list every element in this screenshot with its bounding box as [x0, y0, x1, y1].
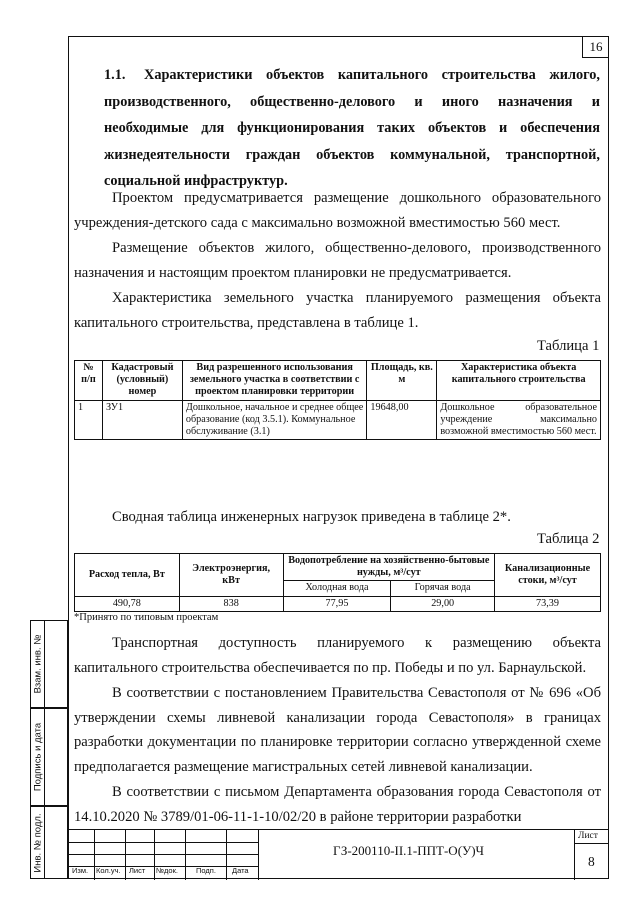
- table2-header-cell: Водопотребление на хозяйственно-бытовые нужды, м³/сут: [283, 554, 494, 581]
- table1-cell: ЗУ1: [102, 400, 182, 440]
- table2-cell: 73,39: [495, 596, 601, 611]
- table2-header-row: [75, 554, 601, 581]
- stamp-col-izm: Изм.: [72, 866, 89, 875]
- table1-caption: Таблица 1: [537, 338, 600, 354]
- side-label-original-inv: Инв. № подл.: [32, 812, 43, 873]
- table2-cell: 77,95: [283, 596, 391, 611]
- footnote: *Принято по типовым проектам: [74, 612, 219, 623]
- sheet-number: 8: [588, 854, 595, 869]
- side-label-replacement-inv: Взам. инв. №: [32, 634, 43, 694]
- paragraph-7: В соответствии с письмом Департамента образования города Севастополя от 14.10.2020 № 3789/01-06-11-1-10/02/20 в районе территории разработки: [74, 784, 601, 825]
- paragraph-6: В соответствии с постановлением Правительства Севастополя от № 696 «Об утверждении схемы ливневой канализации города Севастополя» в границах разработки документации по планировке территории согласно утвержденной схеме предполагается размещение магистральных сетей ливневой канализации.: [74, 685, 601, 775]
- table1-header-row: [75, 361, 601, 401]
- paragraph-3: Характеристика земельного участка планируемого размещения объекта капитального строительства, представлена в таблице 1.: [74, 290, 601, 331]
- table2-cell: 838: [179, 596, 283, 611]
- table-row: [75, 400, 601, 440]
- table2-subheader-cell: Горячая вода: [391, 581, 495, 596]
- side-box-replacement-inv: [30, 620, 68, 708]
- paragraph-5: Транспортная доступность планируемого к размещению объекта капитального строительства обеспечивается по пр. Победы и по ул. Барнаульской.: [74, 635, 601, 676]
- table2-subheader-cell: Холодная вода: [283, 581, 391, 596]
- paragraph-2: Размещение объектов жилого, общественно-делового, производственного назначения и настоящим проектом планировки не предусматривается.: [74, 240, 601, 281]
- table1-cell: Дошкольное, начальное и среднее общее образование (код 3.5.1). Коммунальное обслуживание (3.1): [182, 400, 367, 440]
- table1-header-cell: Вид разрешенного использования земельного участка в соответствии с проектом планировки территории: [182, 361, 367, 401]
- side-box-original-inv: [30, 806, 68, 879]
- table1-header-cell: № п/п: [75, 361, 103, 401]
- stamp-col-kolvo: Кол.уч.: [96, 866, 121, 875]
- document-code: ГЗ-200110-II.1-ППТ-О(У)Ч: [333, 843, 485, 858]
- table1-cell: 19648,00: [367, 400, 437, 440]
- table-2: [74, 553, 601, 612]
- stamp-col-doc: №док.: [156, 866, 178, 875]
- page-number-top: 16: [582, 36, 609, 58]
- paragraph-4: Сводная таблица инженерных нагрузок приведена в таблице 2*.: [112, 509, 511, 525]
- section-number: 1.1.: [104, 67, 126, 83]
- table2-cell: 490,78: [75, 596, 180, 611]
- table2-cell: 29,00: [391, 596, 495, 611]
- table1-cell: 1: [75, 400, 103, 440]
- table1-cell: Дошкольное образовательное учреждение максимально возможной вместимостью 560 мест.: [437, 400, 601, 440]
- table1-header-cell: Кадастровый (условный) номер: [102, 361, 182, 401]
- stamp-col-sign: Подп.: [196, 866, 216, 875]
- table-1: [74, 360, 601, 440]
- title-block: [68, 829, 609, 880]
- table2-caption: Таблица 2: [537, 531, 600, 547]
- table-row: [75, 596, 601, 611]
- paragraph-1: Проектом предусматривается размещение дошкольного образовательного учреждения-детского сада с максимально возможной вместимостью 560 мест.: [74, 190, 601, 231]
- side-label-signature-date: Подпись и дата: [32, 722, 43, 792]
- section-heading: [104, 62, 600, 195]
- table2-header-cell: Расход тепла, Вт: [75, 554, 180, 597]
- section-title: Характеристики объектов капитального строительства жилого, производственного, общественно-делового и иного назначения и необходимые для функционирования таких объектов и обеспечения жизнедеятельности граждан объектов коммунальной, транспортной, социальной инфраструктур.: [104, 67, 600, 189]
- table2-header-cell: Электроэнергия, кВт: [179, 554, 283, 597]
- side-box-signature-date: [30, 708, 68, 806]
- stamp-col-date: Дата: [232, 866, 249, 875]
- sheet-label: Лист: [578, 831, 598, 841]
- stamp-col-list: Лист: [129, 866, 146, 875]
- table1-header-cell: Характеристика объекта капитального строительства: [437, 361, 601, 401]
- table1-header-cell: Площадь, кв. м: [367, 361, 437, 401]
- table2-header-cell: Канализационные стоки, м³/сут: [495, 554, 601, 597]
